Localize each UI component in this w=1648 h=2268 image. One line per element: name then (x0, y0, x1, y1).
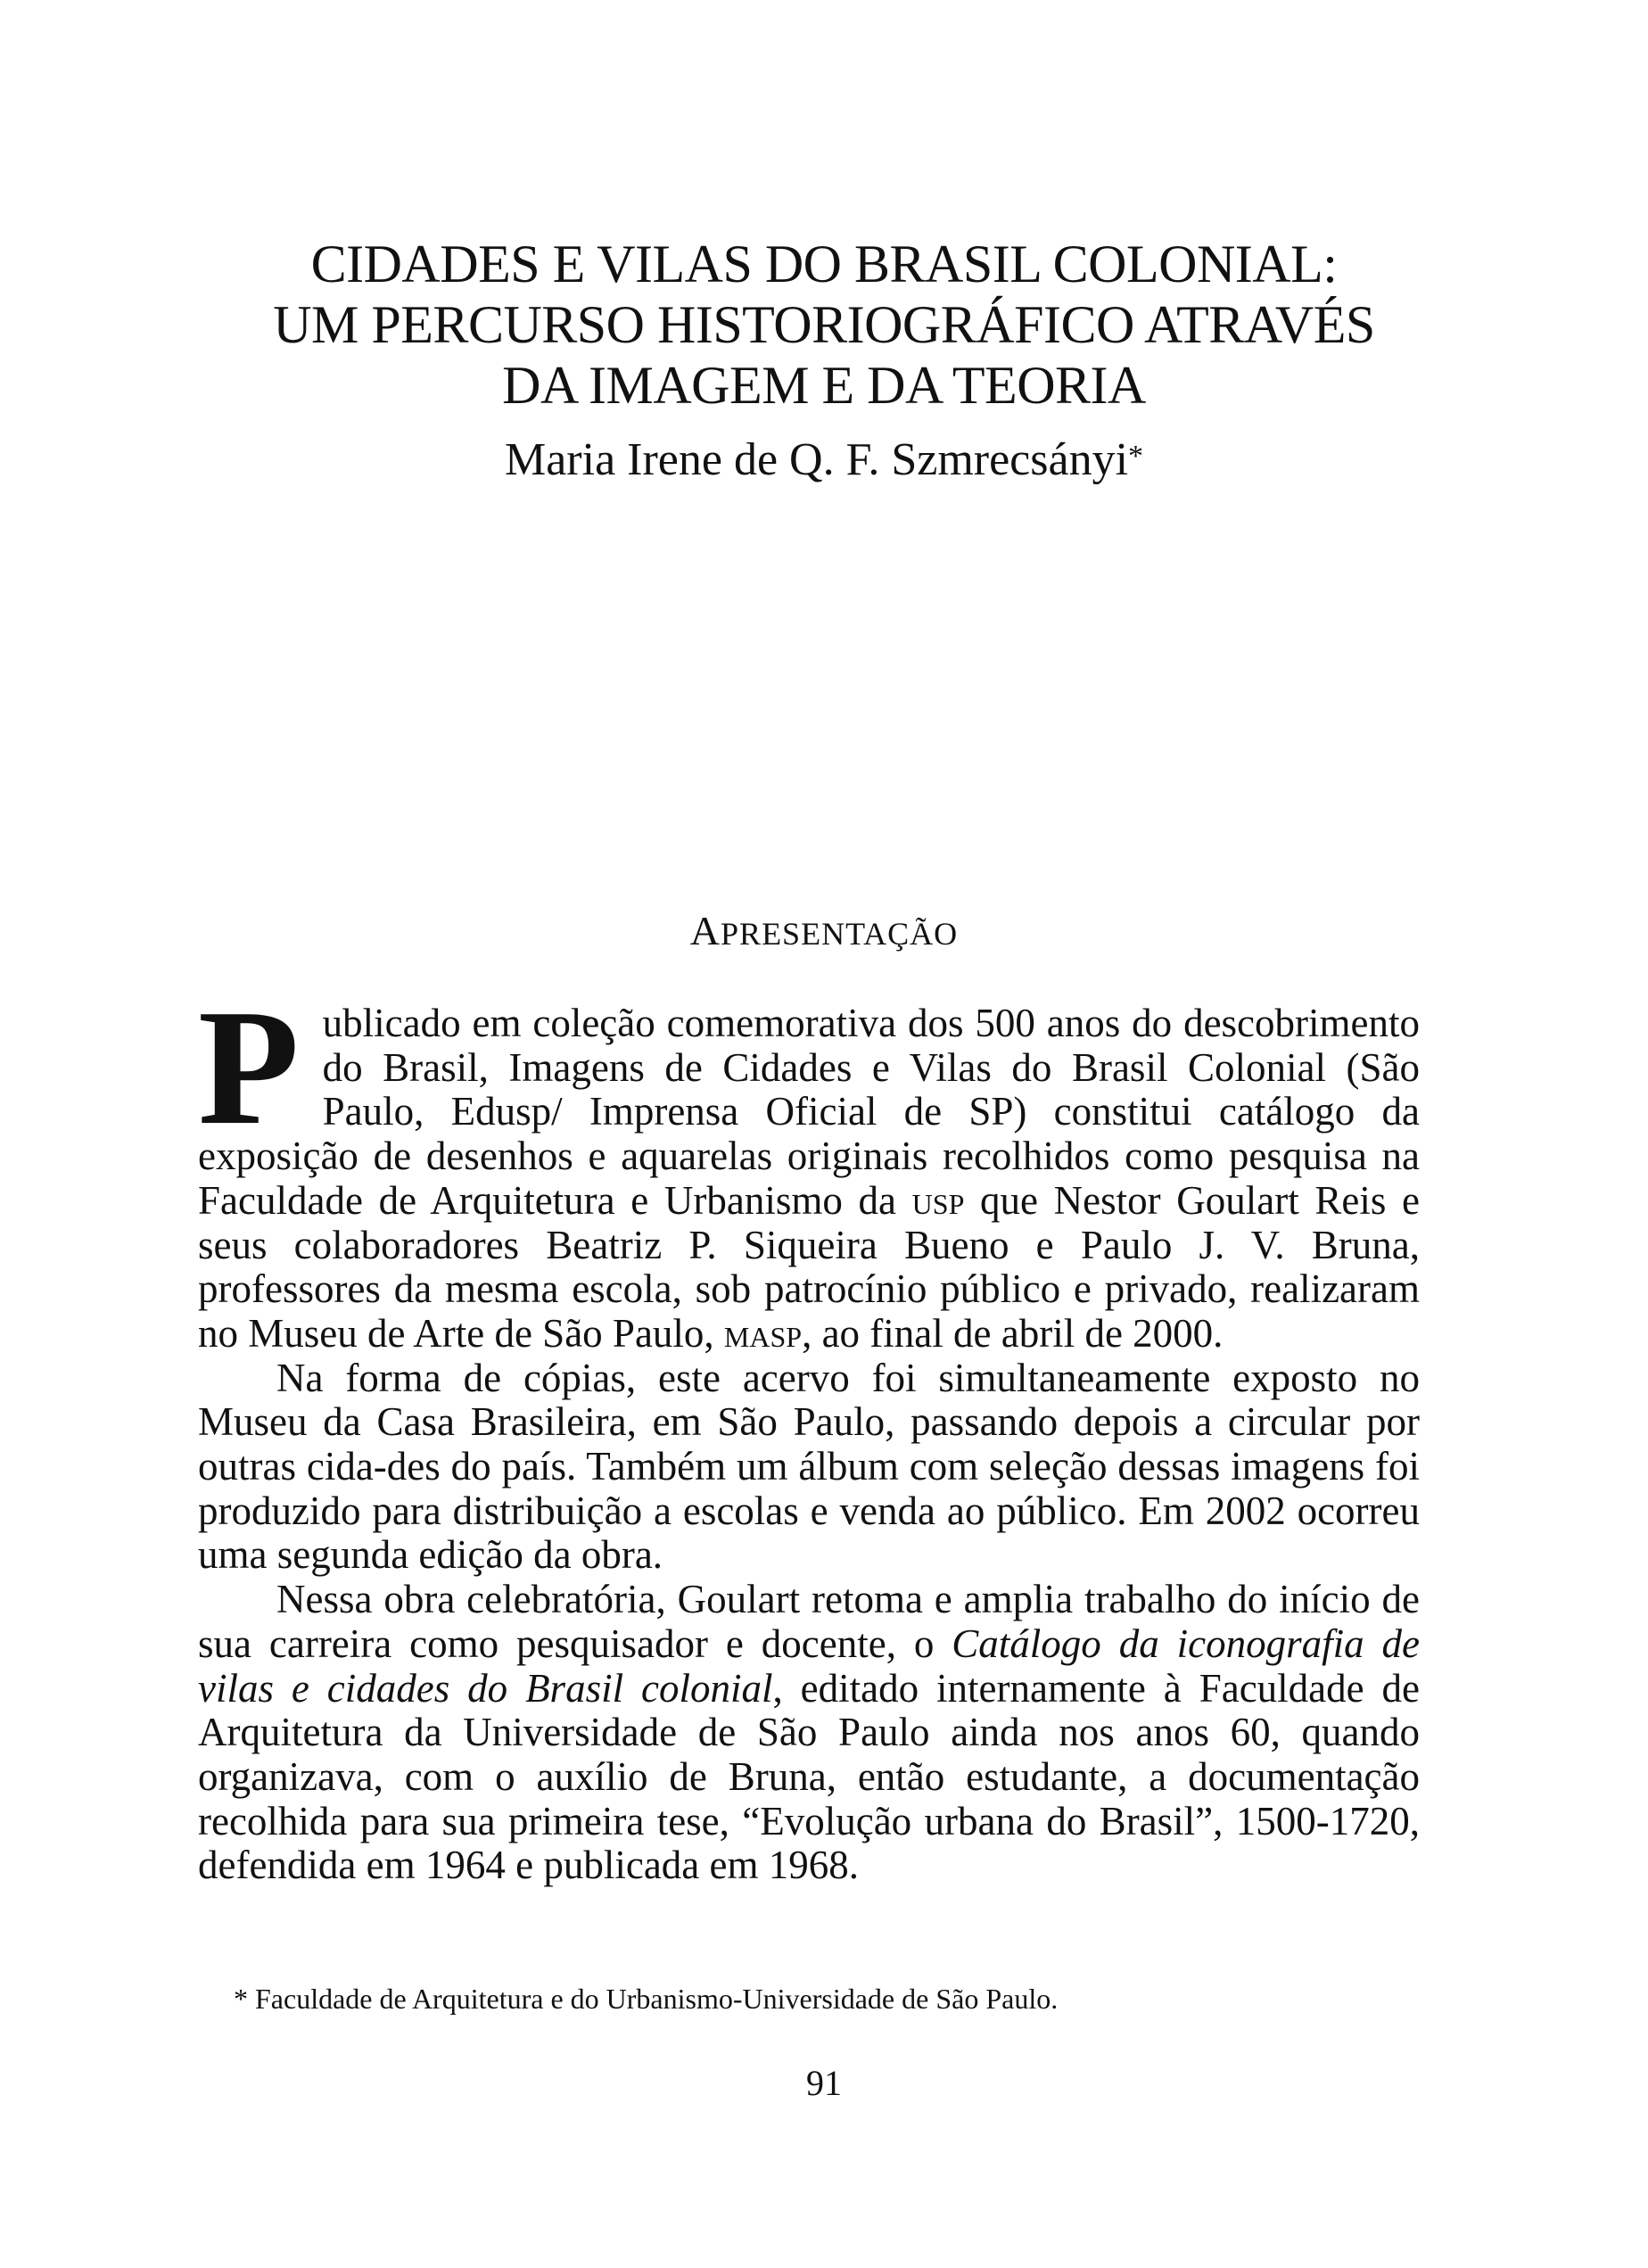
abbr-usp: usp (911, 1177, 965, 1223)
author-name: Maria Irene de Q. F. Szmrecsányi (504, 434, 1129, 485)
body-text (198, 976, 1420, 1888)
paragraph-1-text-c: , ao final de abril de 2000. (802, 1310, 1224, 1356)
abbr-masp: masp (723, 1310, 803, 1356)
paragraph-2: Na forma de cópias, este acervo foi simultaneamente exposto no Museu da Casa Brasileira, em São Paulo, passando depois a circular por outras cida-des do país. Também um álbum com seleção dessas imagens foi produzido para distribuição a escolas e venda ao público. Em 2002 ocorreu uma segunda edição da obra. (198, 1355, 1420, 1578)
section-heading-rest: PRESENTAÇÃO (721, 916, 959, 952)
footnote-text: Faculdade de Arquitetura e do Urbanismo-Universidade de São Paulo. (255, 1983, 1059, 2015)
footnote-marker: * (234, 1983, 248, 2015)
drop-cap: P (198, 976, 300, 1159)
section-heading (0, 908, 1648, 953)
page-number: 91 (806, 2063, 842, 2103)
title-line: UM PERCURSO HISTORIOGRÁFICO ATRAVÉS (273, 295, 1375, 354)
title-line: DA IMAGEM E DA TEORIA (502, 356, 1146, 415)
paragraph-3 (198, 1578, 1420, 1888)
paragraph-3-text-a: Nessa obra celebratória, Goulart retoma e amplia trabalho do início de sua carreira como pesquisador e docente, o (198, 1577, 1420, 1666)
author-footnote-marker: * (1128, 440, 1144, 473)
paragraph-1-text-b: que Nestor Goulart Reis e seus colaboradores Beatriz P. Siqueira Bueno e Paulo J. V. Bruna, professores da mesma escola, sob patrocínio público e privado, realizaram no Museu de Arte de São Paulo, (198, 1177, 1420, 1356)
section-heading-initial: A (689, 908, 721, 953)
paragraph-1 (198, 976, 1420, 1357)
article-title (0, 234, 1648, 416)
paragraph-1-text-a: ublicado em coleção comemorativa dos 500 anos do descobrimento do Brasil, Imagens de Cidades e Vilas do Brasil Colonial (São Paulo, Edusp/ Imprensa Oficial de SP) constitui catálogo da exposição de desenhos e aquarelas originais recolhidos como pesquisa na Faculdade de Arquitetura e Urbanismo da (198, 1001, 1420, 1223)
author-line (0, 433, 1648, 487)
footnote (234, 1982, 1058, 2016)
book-title-italic: Catálogo da iconografia de vilas e cidades do Brasil colonial (198, 1621, 1420, 1711)
paragraph-3-text-b: , editado internamente à Faculdade de Arquitetura da Universidade de São Paulo ainda nos anos 60, quando organizava, com o auxílio de Bruna, então estudante, a documentação recolhida para sua primeira tese, “Evolução urbana do Brasil”, 1500-1720, defendida em 1964 e publicada em 1968. (198, 1665, 1420, 1888)
title-line: CIDADES E VILAS DO BRASIL COLONIAL: (310, 235, 1338, 293)
